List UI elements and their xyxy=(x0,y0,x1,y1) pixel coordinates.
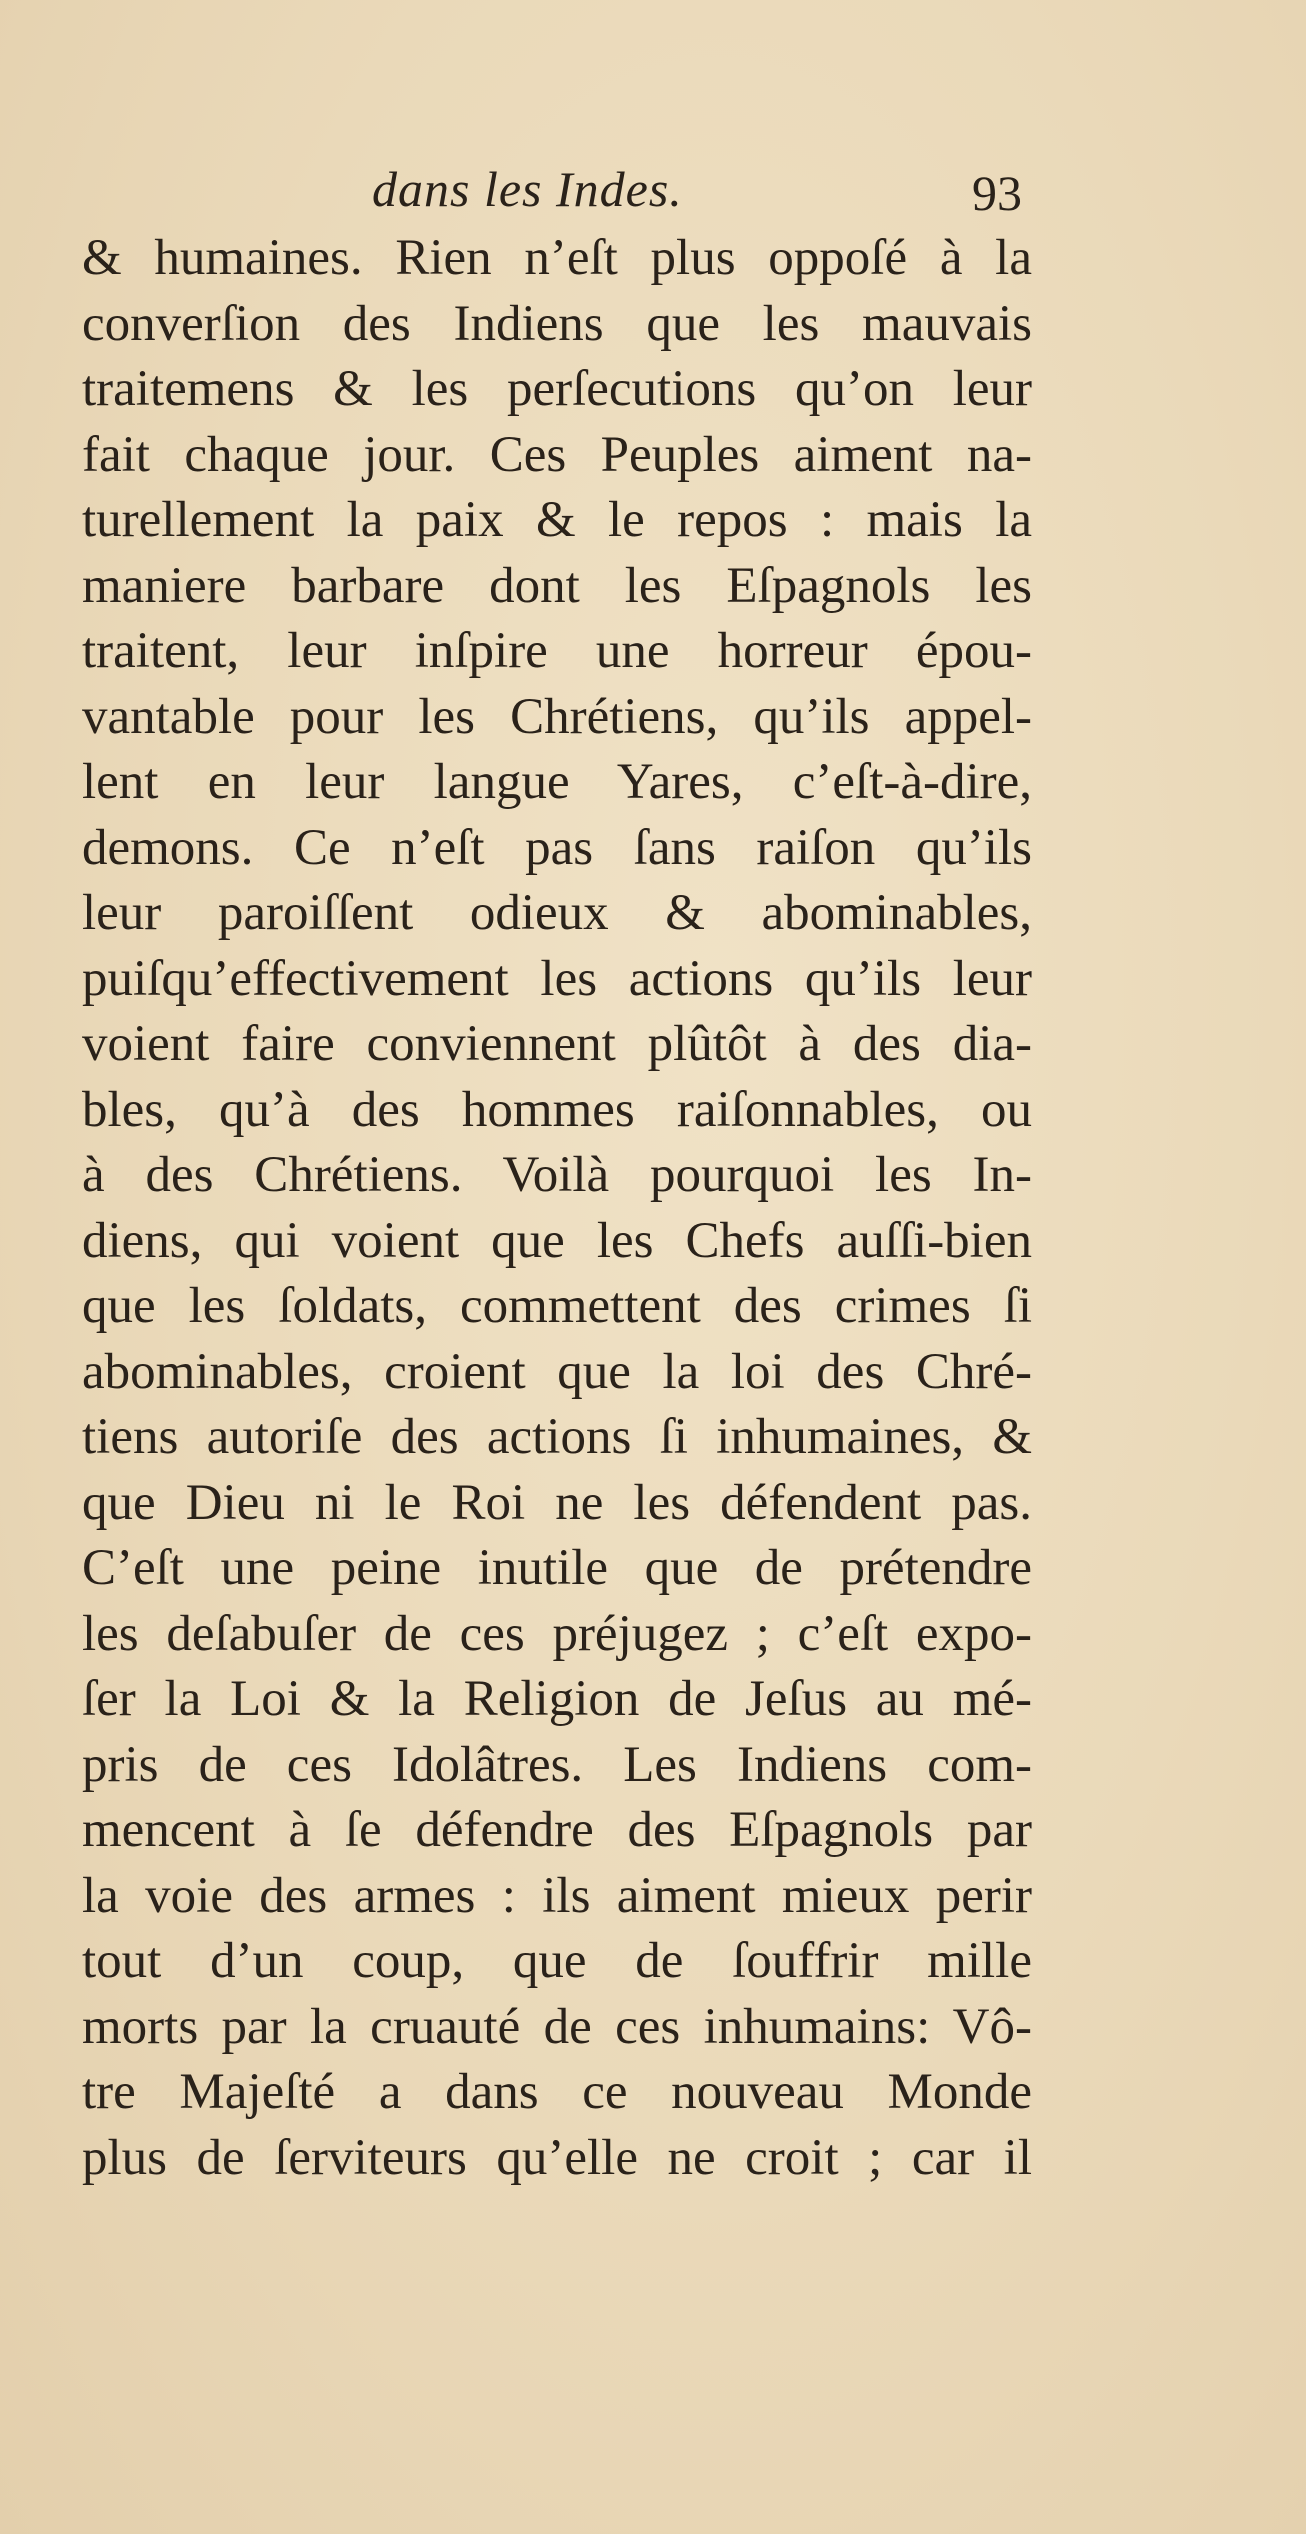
text-line: leur paroiſſent odieux & abominables, xyxy=(82,885,1032,941)
text-line: que Dieu ni le Roi ne les défendent pas. xyxy=(82,1474,1032,1531)
text-line: C’eſt une peine inutile que de prétendre xyxy=(82,1540,1032,1596)
page-header xyxy=(82,160,1022,224)
running-head: dans les Indes. xyxy=(372,161,683,217)
body-text xyxy=(82,226,1032,2191)
text-line: vantable pour les Chrétiens, qu’ils appel- xyxy=(82,688,1032,745)
text-line: tout d’un coup, que de ſouffrir mille xyxy=(82,1933,1032,1989)
text-line: la voie des armes : ils aiment mieux perir xyxy=(82,1867,1032,1924)
text-line: abominables, croient que la loi des Chré- xyxy=(82,1343,1032,1400)
text-line: plus de ſerviteurs qu’elle ne croit ; car il xyxy=(82,2129,1032,2186)
text-line: & humaines. Rien n’eſt plus oppoſé à la xyxy=(82,230,1032,286)
text-line: bles, qu’à des hommes raiſonnables, ou xyxy=(82,1081,1032,1138)
text-line: traitemens & les perſecutions qu’on leur xyxy=(82,361,1032,417)
text-line: diens, qui voient que les Chefs auſſi-bien xyxy=(82,1212,1032,1269)
text-line: ſer la Loi & la Religion de Jeſus au mé- xyxy=(82,1671,1032,1727)
text-line: lent en leur langue Yares, c’eſt-à-dire, xyxy=(82,754,1032,810)
text-line: maniere barbare dont les Eſpagnols les xyxy=(82,557,1032,614)
text-line: que les ſoldats, commettent des crimes ſi xyxy=(82,1278,1032,1334)
text-line: à des Chrétiens. Voilà pourquoi les In- xyxy=(82,1147,1032,1203)
text-line: tiens autoriſe des actions ſi inhumaines, & xyxy=(82,1409,1032,1465)
text-line: mencent à ſe défendre des Eſpagnols par xyxy=(82,1802,1032,1858)
text-line: converſion des Indiens que les mauvais xyxy=(82,295,1032,352)
text-line: fait chaque jour. Ces Peuples aiment na- xyxy=(82,426,1032,483)
text-line: traitent, leur inſpire une horreur épou- xyxy=(82,623,1032,679)
text-line: tre Majeſté a dans ce nouveau Monde xyxy=(82,2064,1032,2120)
text-line: turellement la paix & le repos : mais la xyxy=(82,492,1032,548)
text-line: voient faire conviennent plûtôt à des dia- xyxy=(82,1016,1032,1072)
text-line: puiſqu’effectivement les actions qu’ils leur xyxy=(82,950,1032,1007)
text-line: les deſabuſer de ces préjugez ; c’eſt expo- xyxy=(82,1605,1032,1662)
text-line: demons. Ce n’eſt pas ſans raiſon qu’ils xyxy=(82,819,1032,876)
text-line: morts par la cruauté de ces inhumains: Vô- xyxy=(82,1998,1032,2055)
text-line: pris de ces Idolâtres. Les Indiens com- xyxy=(82,1736,1032,1793)
page-number: 93 xyxy=(972,165,1022,221)
